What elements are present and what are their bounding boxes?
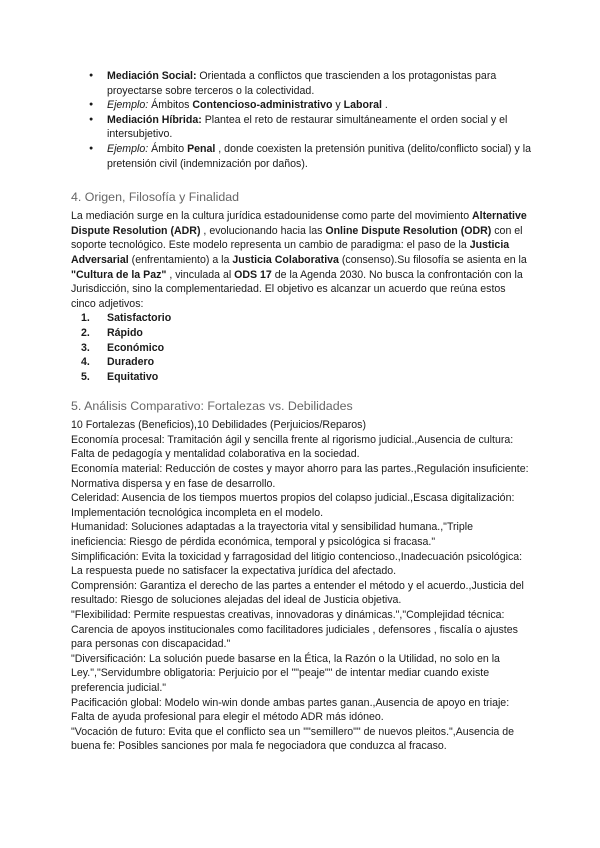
adjective-label: Rápido	[107, 326, 143, 339]
bullet-ejemplo-hibrida	[71, 142, 531, 171]
adjective-number: 3.	[81, 341, 90, 354]
bullet-text: Plantea el reto de restaurar simultáneamente el orden social y el intersubjetivo.	[107, 113, 508, 141]
adjective-item	[71, 326, 531, 341]
comparison-row: Humanidad: Soluciones adaptadas a la trayectoria vital y sensibilidad humana.,"Triple ineficiencia: Riesgo de pérdida económica, temporal y psicológica si fracasa."	[71, 521, 474, 549]
adjective-label: Satisfactorio	[107, 312, 172, 325]
bullet-mediacion-social	[71, 69, 531, 98]
bullet-text: Ámbito	[148, 142, 188, 155]
adjective-label: Equitativo	[107, 370, 159, 383]
comparison-row: Economía procesal: Tramitación ágil y sencilla frente al rigorismo judicial.,Ausencia de cultura: Falta de pedagogía y mentalidad colaborativa en la sociedad.	[71, 433, 514, 461]
section-4-paragraph	[71, 209, 531, 311]
comparison-row: "Vocación de futuro: Evita que el conflicto sea un ""semillero"" de nuevos pleitos.",Ausencia de buena fe: Posibles sanciones por mala fe negociadora que conduzca al fracaso.	[71, 725, 515, 753]
paragraph-text: con el soporte tecnológico. Este modelo representa un cambio de paradigma: el paso de la	[71, 224, 523, 252]
bullet-text: .	[381, 99, 388, 112]
term-adr: Alternative Dispute Resolution (ADR)	[71, 210, 527, 237]
comparison-row: Simplificación: Evita la toxicidad y farragosidad del litigio contencioso.,Inadecuación psicológica: La respuesta puede no satisfacer la expectativa jurídica del afectado.	[71, 550, 523, 578]
bullet-label: Mediación Social:	[107, 70, 197, 82]
adjective-item	[71, 341, 531, 356]
bullet-bold: Contencioso-administrativo	[192, 99, 333, 112]
comparison-row: Celeridad: Ausencia de los tiempos muertos propios del colapso judicial.,Escasa digitalización: Implementación tecnológica incompleta en el modelo.	[71, 492, 515, 519]
bullet-label: Ejemplo:	[107, 142, 149, 155]
adjectives-list	[71, 311, 531, 384]
bullet-label: Mediación Híbrida:	[107, 113, 202, 126]
bullet-mediacion-hibrida	[71, 113, 531, 142]
comparison-row: Economía material: Reducción de costes y mayor ahorro para las partes.,Regulación insuficiente: Normativa dispersa y en fase de desarrollo.	[71, 463, 529, 490]
section-5-heading: 5. Análisis Comparativo: Fortalezas vs. Debilidades	[71, 399, 353, 414]
document-content	[71, 69, 531, 754]
comparison-row: "Flexibilidad: Permite respuestas creativas, innovadoras y dinámicas.","Complejidad técnica: Carencia de apoyos institucionales como facilitadores judiciales , defensores , fiscalía o ajustes para personas con discapacidad."	[71, 609, 518, 651]
mediation-types-list	[71, 69, 531, 171]
paragraph-text: (enfrentamiento) a la	[128, 253, 233, 266]
bullet-bold: Penal	[187, 142, 216, 155]
adjective-label: Económico	[107, 341, 165, 354]
section-4-heading: 4. Origen, Filosofía y Finalidad	[71, 190, 240, 205]
adjective-number: 5.	[81, 370, 90, 383]
comparison-row: Comprensión: Garantiza el derecho de las partes a entender el método y el acuerdo.,Justicia del resultado: Riesgo de soluciones alejadas del ideal de Justicia objetiva.	[71, 579, 524, 607]
comparison-row: "Diversificación: La solución puede basarse en la Ética, la Razón o la Utilidad, no solo en la Ley.","Servidumbre obligatoria: Perjuicio por el ""peaje"" de intentar mediar cuando existe preferencia judicial."	[71, 652, 500, 694]
bullet-text: y	[332, 99, 344, 112]
comparison-row: Pacificación global: Modelo win-win donde ambas partes ganan.,Ausencia de apoyo en triaje: Falta de ayuda profesional para elegir el método ADR más idóneo.	[71, 696, 510, 724]
adjective-item	[71, 311, 531, 326]
paragraph-text: , vinculada al	[166, 268, 235, 281]
adjective-number: 1.	[81, 312, 90, 325]
term-justicia-colaborativa: Justicia Colaborativa	[232, 253, 339, 266]
term-justicia-adversarial: Justicia Adversarial	[71, 239, 510, 266]
term-cultura-paz: "Cultura de la Paz"	[71, 268, 167, 281]
adjective-item	[71, 355, 531, 370]
bullet-bold: Laboral	[343, 99, 382, 112]
bullet-text: Orientada a conflictos que trascienden a los protagonistas para proyectarse sobre terceros o la colectividad.	[107, 70, 497, 97]
paragraph-text: La mediación surge en la cultura jurídica estadounidense como parte del movimiento	[71, 210, 473, 223]
comparison-header: 10 Fortalezas (Beneficios),10 Debilidades (Perjuicios/Reparos)	[71, 419, 366, 432]
adjective-number: 2.	[81, 326, 90, 339]
paragraph-text: de la Agenda 2030. No busca la confrontación con la Jurisdicción, sino la complementariedad. El objetivo es alcanzar un acuerdo que reúna estos cinco adjetivos:	[71, 268, 523, 310]
paragraph-text: (consenso).Su filosofía se asienta en la	[338, 253, 527, 266]
paragraph-text: , evolucionando hacia las	[200, 224, 326, 237]
bullet-label: Ejemplo:	[107, 99, 149, 112]
bullet-text: , donde coexisten la pretensión punitiva (delito/conflicto social) y la pretensión civil (indemnización por daños).	[107, 142, 531, 170]
term-ods: ODS 17	[234, 268, 272, 281]
bullet-text: Ámbitos	[148, 99, 193, 112]
bullet-ejemplo-social	[71, 98, 531, 113]
adjective-label: Duradero	[107, 356, 155, 369]
adjective-number: 4.	[81, 356, 90, 369]
term-odr: Online Dispute Resolution (ODR)	[325, 224, 492, 237]
adjective-item	[71, 370, 531, 385]
